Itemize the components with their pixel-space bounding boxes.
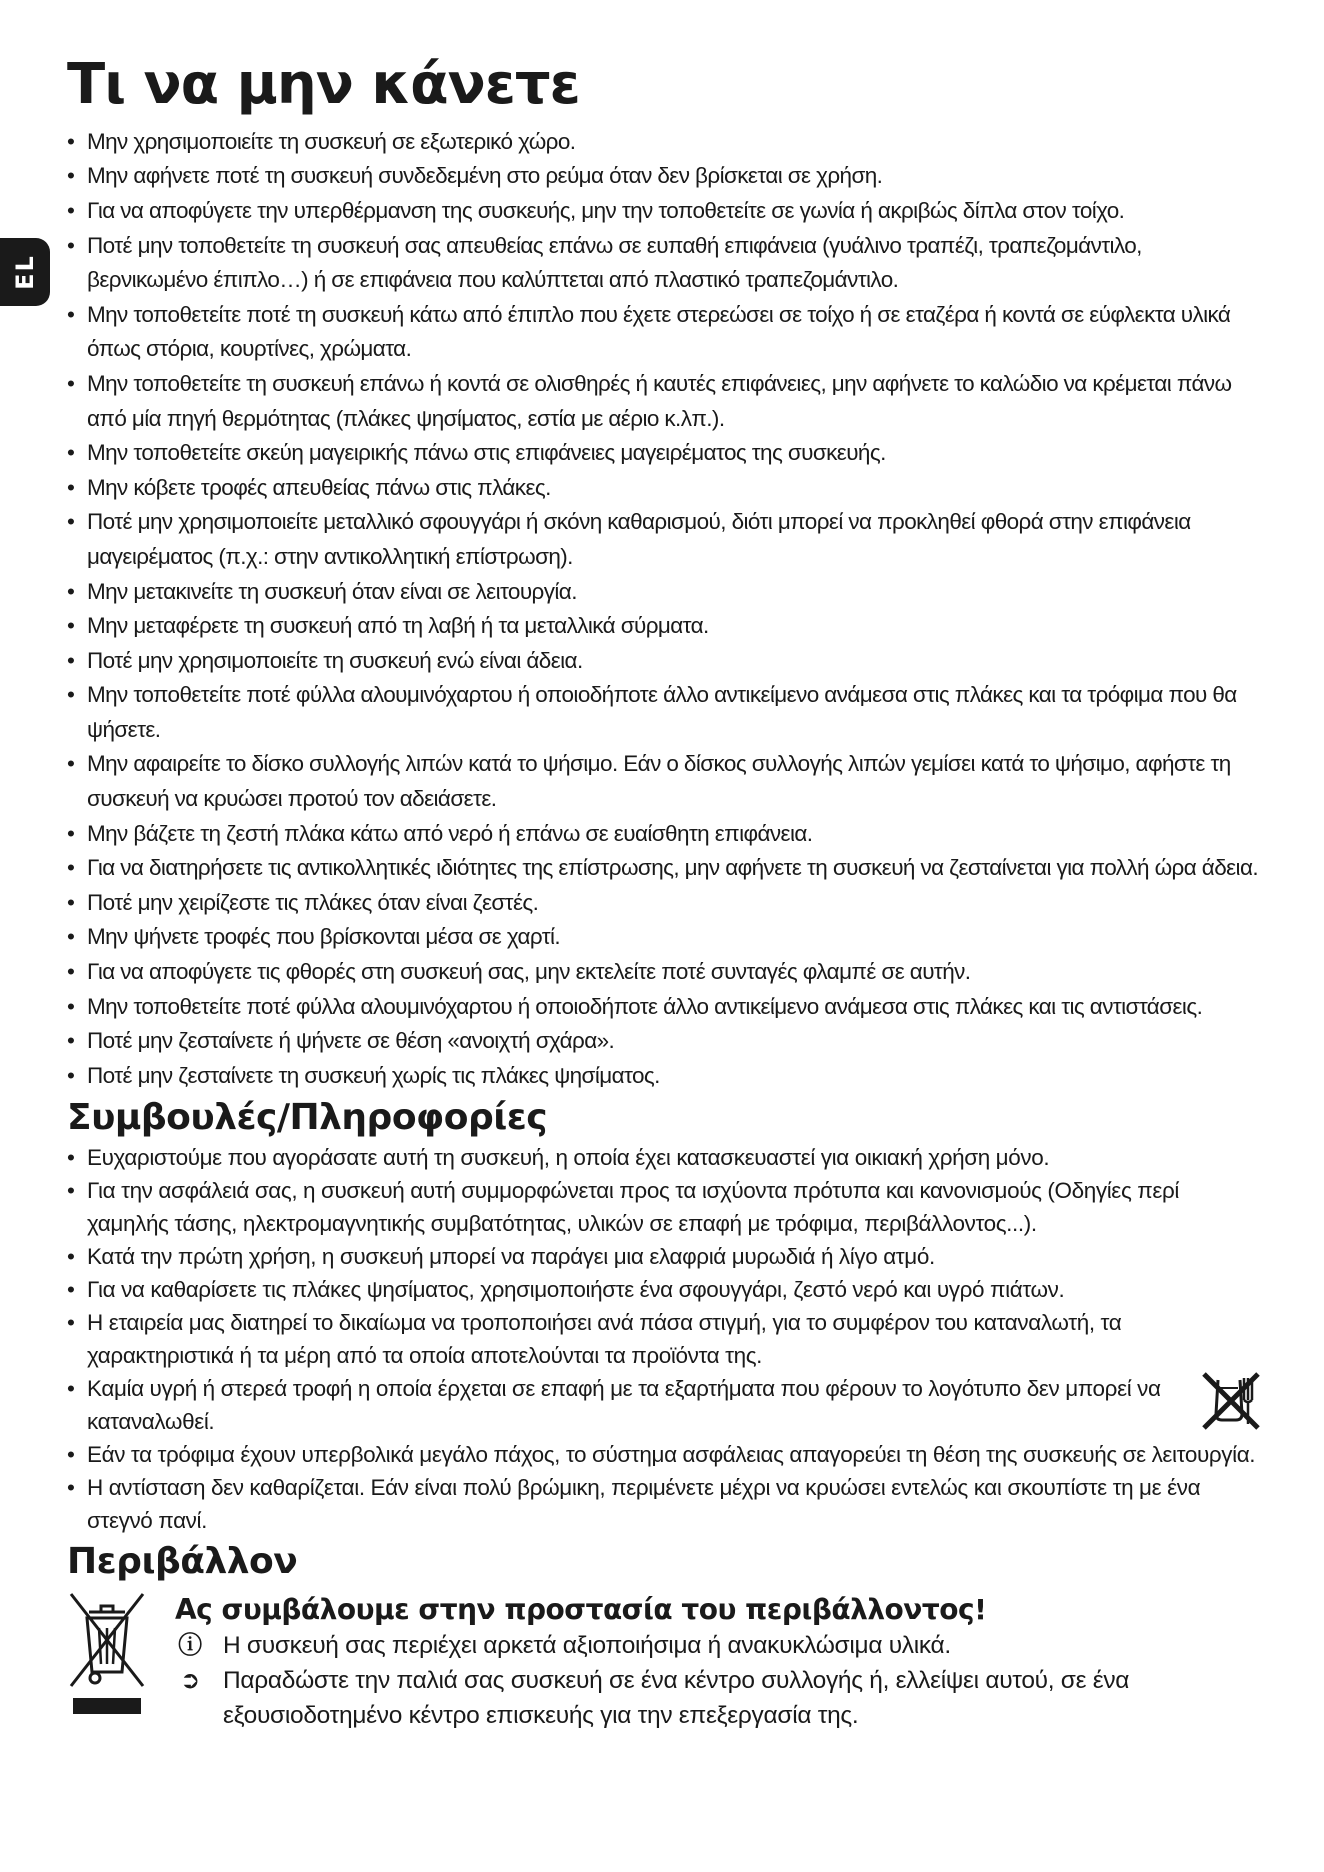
list-item: • Για να αποφύγετε τις φθορές στη συσκευή σας, μην εκτελείτε ποτέ συνταγές φλαμπέ σε αυτήν.: [67, 955, 1262, 990]
info-icon: ⓘ: [178, 1631, 202, 1660]
list-item: • Μην βάζετε τη ζεστή πλάκα κάτω από νερό ή επάνω σε ευαίσθητη επιφάνεια.: [67, 817, 1262, 852]
list-item: • Μην τοποθετείτε τη συσκευή επάνω ή κοντά σε ολισθηρές ή καυτές επιφάνειες, μην αφήνετε το καλώδιο να κρέμεται πάνω από μία πηγή θερμότητας (πλάκες ψησίματος, εστία με αέριο κ.λπ.).: [67, 367, 1262, 436]
list-item: • Η αντίσταση δεν καθαρίζεται. Εάν είναι πολύ βρώμικη, περιμένετε μέχρι να κρυώσει εντελώς και σκουπίστε τη με ένα στεγνό πανί.: [67, 1471, 1262, 1537]
list-item: • Ποτέ μην ζεσταίνετε ή ψήνετε σε θέση «ανοιχτή σχάρα».: [67, 1024, 1262, 1059]
list-item: • Ποτέ μην τοποθετείτε τη συσκευή σας απευθείας επάνω σε ευπαθή επιφάνεια (γυάλινο τραπέζι, τραπεζομάντιλο, βερνικωμένο έπιπλο…) ή σε επιφάνεια που καλύπτεται από πλαστικό τραπεζομάντιλο.: [67, 229, 1262, 298]
environment-action-line: [175, 1663, 1265, 1733]
list-item: • Μην μετακινείτε τη συσκευή όταν είναι σε λειτουργία.: [67, 575, 1262, 610]
list-item: • Μην κόβετε τροφές απευθείας πάνω στις πλάκες.: [67, 471, 1262, 506]
crossed-wheelie-bin-icon: [67, 1590, 147, 1715]
list-item: • Μην τοποθετείτε σκεύη μαγειρικής πάνω στις επιφάνειες μαγειρέματος της συσκευής.: [67, 436, 1262, 471]
list-item: • Μην χρησιμοποιείτε τη συσκευή σε εξωτερικό χώρο.: [67, 125, 1262, 160]
language-tab: [0, 238, 50, 306]
donts-list: [67, 125, 1262, 1094]
list-item: • Για να καθαρίσετε τις πλάκες ψησίματος, χρησιμοποιήστε ένα σφουγγάρι, ζεστό νερό και υγρό πιάτων.: [67, 1273, 1262, 1306]
no-food-contact-icon: [1200, 1370, 1262, 1432]
list-item: • Μην τοποθετείτε ποτέ τη συσκευή κάτω από έπιπλο που έχετε στερεώσει σε τοίχο ή σε εταζέρα ή κοντά σε εύφλεκτα υλικά όπως στόρια, κουρτίνες, χρώματα.: [67, 298, 1262, 367]
list-item-text: Καμία υγρή ή στερεά τροφή η οποία έρχεται σε επαφή με τα εξαρτήματα που φέρουν το λογότυπο δεν μπορεί να καταναλωθεί.: [87, 1375, 1161, 1434]
environment-text: [175, 1592, 1265, 1733]
list-item: • Εάν τα τρόφιμα έχουν υπερβολικά μεγάλο πάχος, το σύστημα ασφάλειας απαγορεύει τη θέση της συσκευής σε λειτουργία.: [67, 1438, 1262, 1471]
list-item: • Ευχαριστούμε που αγοράσατε αυτή τη συσκευή, η οποία έχει κατασκευαστεί για οικιακή χρήση μόνο.: [67, 1141, 1262, 1174]
environment-info-line: [175, 1628, 1265, 1663]
list-item: • Μην αφήνετε ποτέ τη συσκευή συνδεδεμένη στο ρεύμα όταν δεν βρίσκεται σε χρήση.: [67, 159, 1262, 194]
language-tab-label: EL: [11, 254, 39, 290]
environment-info-text: Η συσκευή σας περιέχει αρκετά αξιοποιήσιμα ή ανακυκλώσιμα υλικά.: [223, 1632, 951, 1660]
list-item: • Μην μεταφέρετε τη συσκευή από τη λαβή ή τα μεταλλικά σύρματα.: [67, 609, 1262, 644]
environment-headline: Ας συμβάλουμε στην προστασία του περιβάλλοντος!: [175, 1593, 987, 1627]
list-item: • Μην ψήνετε τροφές που βρίσκονται μέσα σε χαρτί.: [67, 920, 1262, 955]
list-item: • Ποτέ μην χρησιμοποιείτε μεταλλικό σφουγγάρι ή σκόνη καθαρισμού, διότι μπορεί να προκληθεί φθορά στην επιφάνεια μαγειρέματος (π.χ.: στην αντικολλητική επίστρωση).: [67, 505, 1262, 574]
list-item: • Η εταιρεία μας διατηρεί το δικαίωμα να τροποποιήσει ανά πάσα στιγμή, για το συμφέρον του καταναλωτή, τα χαρακτηριστικά ή τα μέρη από τα οποία αποτελούνται τα προϊόντα της.: [67, 1306, 1262, 1372]
list-item: • Ποτέ μην ζεσταίνετε τη συσκευή χωρίς τις πλάκες ψησίματος.: [67, 1059, 1262, 1094]
section-title-tips: Συμβουλές/Πληροφορίες: [67, 1097, 548, 1139]
list-item: • Μην τοποθετείτε ποτέ φύλλα αλουμινόχαρτου ή οποιοδήποτε άλλο αντικείμενο ανάμεσα στις πλάκες και τα τρόφιμα που θα ψήσετε.: [67, 678, 1262, 747]
list-item: • Μην τοποθετείτε ποτέ φύλλα αλουμινόχαρτου ή οποιοδήποτε άλλο αντικείμενο ανάμεσα στις πλάκες και τις αντιστάσεις.: [67, 990, 1262, 1025]
list-item: • Ποτέ μην χρησιμοποιείτε τη συσκευή ενώ είναι άδεια.: [67, 644, 1262, 679]
environment-action-text: Παραδώστε την παλιά σας συσκευή σε ένα κέντρο συλλογής ή, ελλείψει αυτού, σε ένα εξουσιοδοτημένο κέντρο επισκευής για την επεξεργασία της.: [223, 1667, 1130, 1730]
manual-page: [67, 52, 1262, 1760]
list-item: • Για να αποφύγετε την υπερθέρμανση της συσκευής, μην την τοποθετείτε σε γωνία ή ακριβώς δίπλα στον τοίχο.: [67, 194, 1262, 229]
section-title-donts: Τι να μην κάνετε: [67, 52, 580, 117]
list-item: • Κατά την πρώτη χρήση, η συσκευή μπορεί να παράγει μια ελαφριά μυρωδιά ή λίγο ατμό.: [67, 1240, 1262, 1273]
list-item: • Μην αφαιρείτε το δίσκο συλλογής λιπών κατά το ψήσιμο. Εάν ο δίσκος συλλογής λιπών γεμίσει κατά το ψήσιμο, αφήστε τη συσκευή να κρυώσει προτού τον αδειάσετε.: [67, 747, 1262, 816]
list-item: • Ποτέ μην χειρίζεστε τις πλάκες όταν είναι ζεστές.: [67, 886, 1262, 921]
arrow-icon: ➲: [180, 1666, 200, 1695]
tips-list: [67, 1141, 1262, 1537]
list-item: • Για να διατηρήσετε τις αντικολλητικές ιδιότητες της επίστρωσης, μην αφήνετε τη συσκευή να ζεσταίνεται για πολλή ώρα άδεια.: [67, 851, 1262, 886]
environment-block: [67, 1590, 1262, 1760]
section-title-environment: Περιβάλλον: [67, 1540, 298, 1582]
list-item-with-logo: [67, 1372, 1262, 1438]
list-item: • Για την ασφάλειά σας, η συσκευή αυτή συμμορφώνεται προς τα ισχύοντα πρότυπα και κανονισμούς (Οδηγίες περί χαμηλής τάσης, ηλεκτρομαγνητικής συμβατότητας, υλικών σε επαφή με τρόφιμα, περιβάλλοντος...).: [67, 1174, 1262, 1240]
